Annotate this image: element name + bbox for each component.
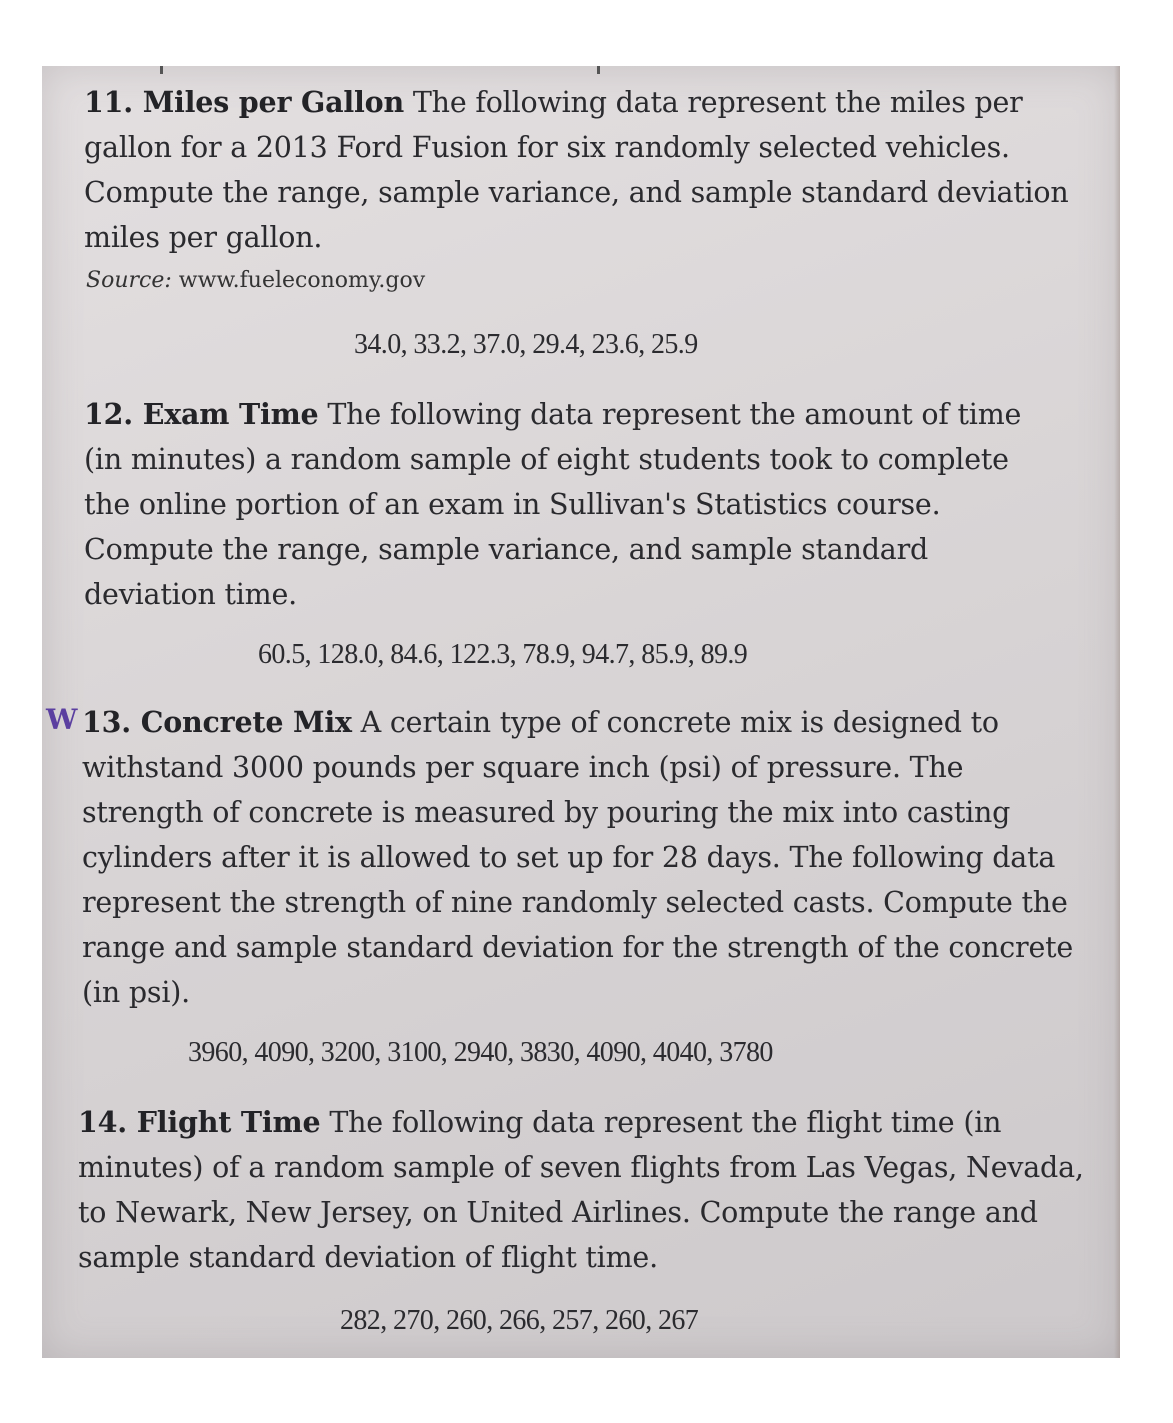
problem-14-title: 14. Flight Time (78, 1105, 321, 1139)
source-url: www.fueleconomy.gov (178, 268, 426, 293)
problem-11-body: The following data represent the miles per gallon for a 2013 Ford Fusion for six randomly selected vehicles. Compute the range, sample variance, and sample standard deviation miles per gallon. (84, 86, 1069, 254)
problem-11-data: 34.0, 33.2, 37.0, 29.4, 23.6, 25.9 (354, 329, 698, 360)
textbook-page-photo (42, 66, 1120, 1358)
problem-11-title: 11. Miles per Gallon (84, 85, 404, 119)
page-content (42, 66, 1120, 1358)
problem-11 (84, 80, 1094, 260)
page-edge-shadow (1114, 66, 1120, 1358)
problem-14-data: 282, 270, 260, 266, 257, 260, 267 (340, 1305, 699, 1336)
problem-12-body: The following data represent the amount of time (in minutes) a random sample of eight students took to complete the online portion of an exam in Sullivan's Statistics course. Compute the range, sample variance, and sample standard deviation time. (84, 398, 1022, 611)
problem-14 (78, 1100, 1088, 1280)
problem-12-title: 12. Exam Time (84, 397, 319, 431)
problem-13 (82, 700, 1092, 1015)
problem-13-data: 3960, 4090, 3200, 3100, 2940, 3830, 4090, 4040, 3780 (188, 1037, 773, 1068)
problem-13-title: 13. Concrete Mix (82, 705, 352, 739)
problem-11-source (86, 266, 425, 296)
problem-14-body: The following data represent the flight time (in minutes) of a random sample of seven flights from Las Vegas, Nevada, to Newark, New Jersey, on United Airlines. Compute the range and sample standard deviation of flight time. (78, 1106, 1084, 1274)
problem-13-marker: W (46, 703, 78, 736)
problem-13-body: A certain type of concrete mix is designed to withstand 3000 pounds per square inch (psi) of pressure. The strength of concrete is measured by pouring the mix into casting cylinders after it is allowed to set up for 28 days. The following data represent the strength of nine randomly selected casts. Compute the range and sample standard deviation for the strength of the concrete (in psi). (82, 706, 1074, 1009)
problem-12 (84, 392, 1034, 617)
source-label: Source: (86, 268, 172, 293)
problem-12-data: 60.5, 128.0, 84.6, 122.3, 78.9, 94.7, 85.9, 89.9 (258, 639, 748, 670)
